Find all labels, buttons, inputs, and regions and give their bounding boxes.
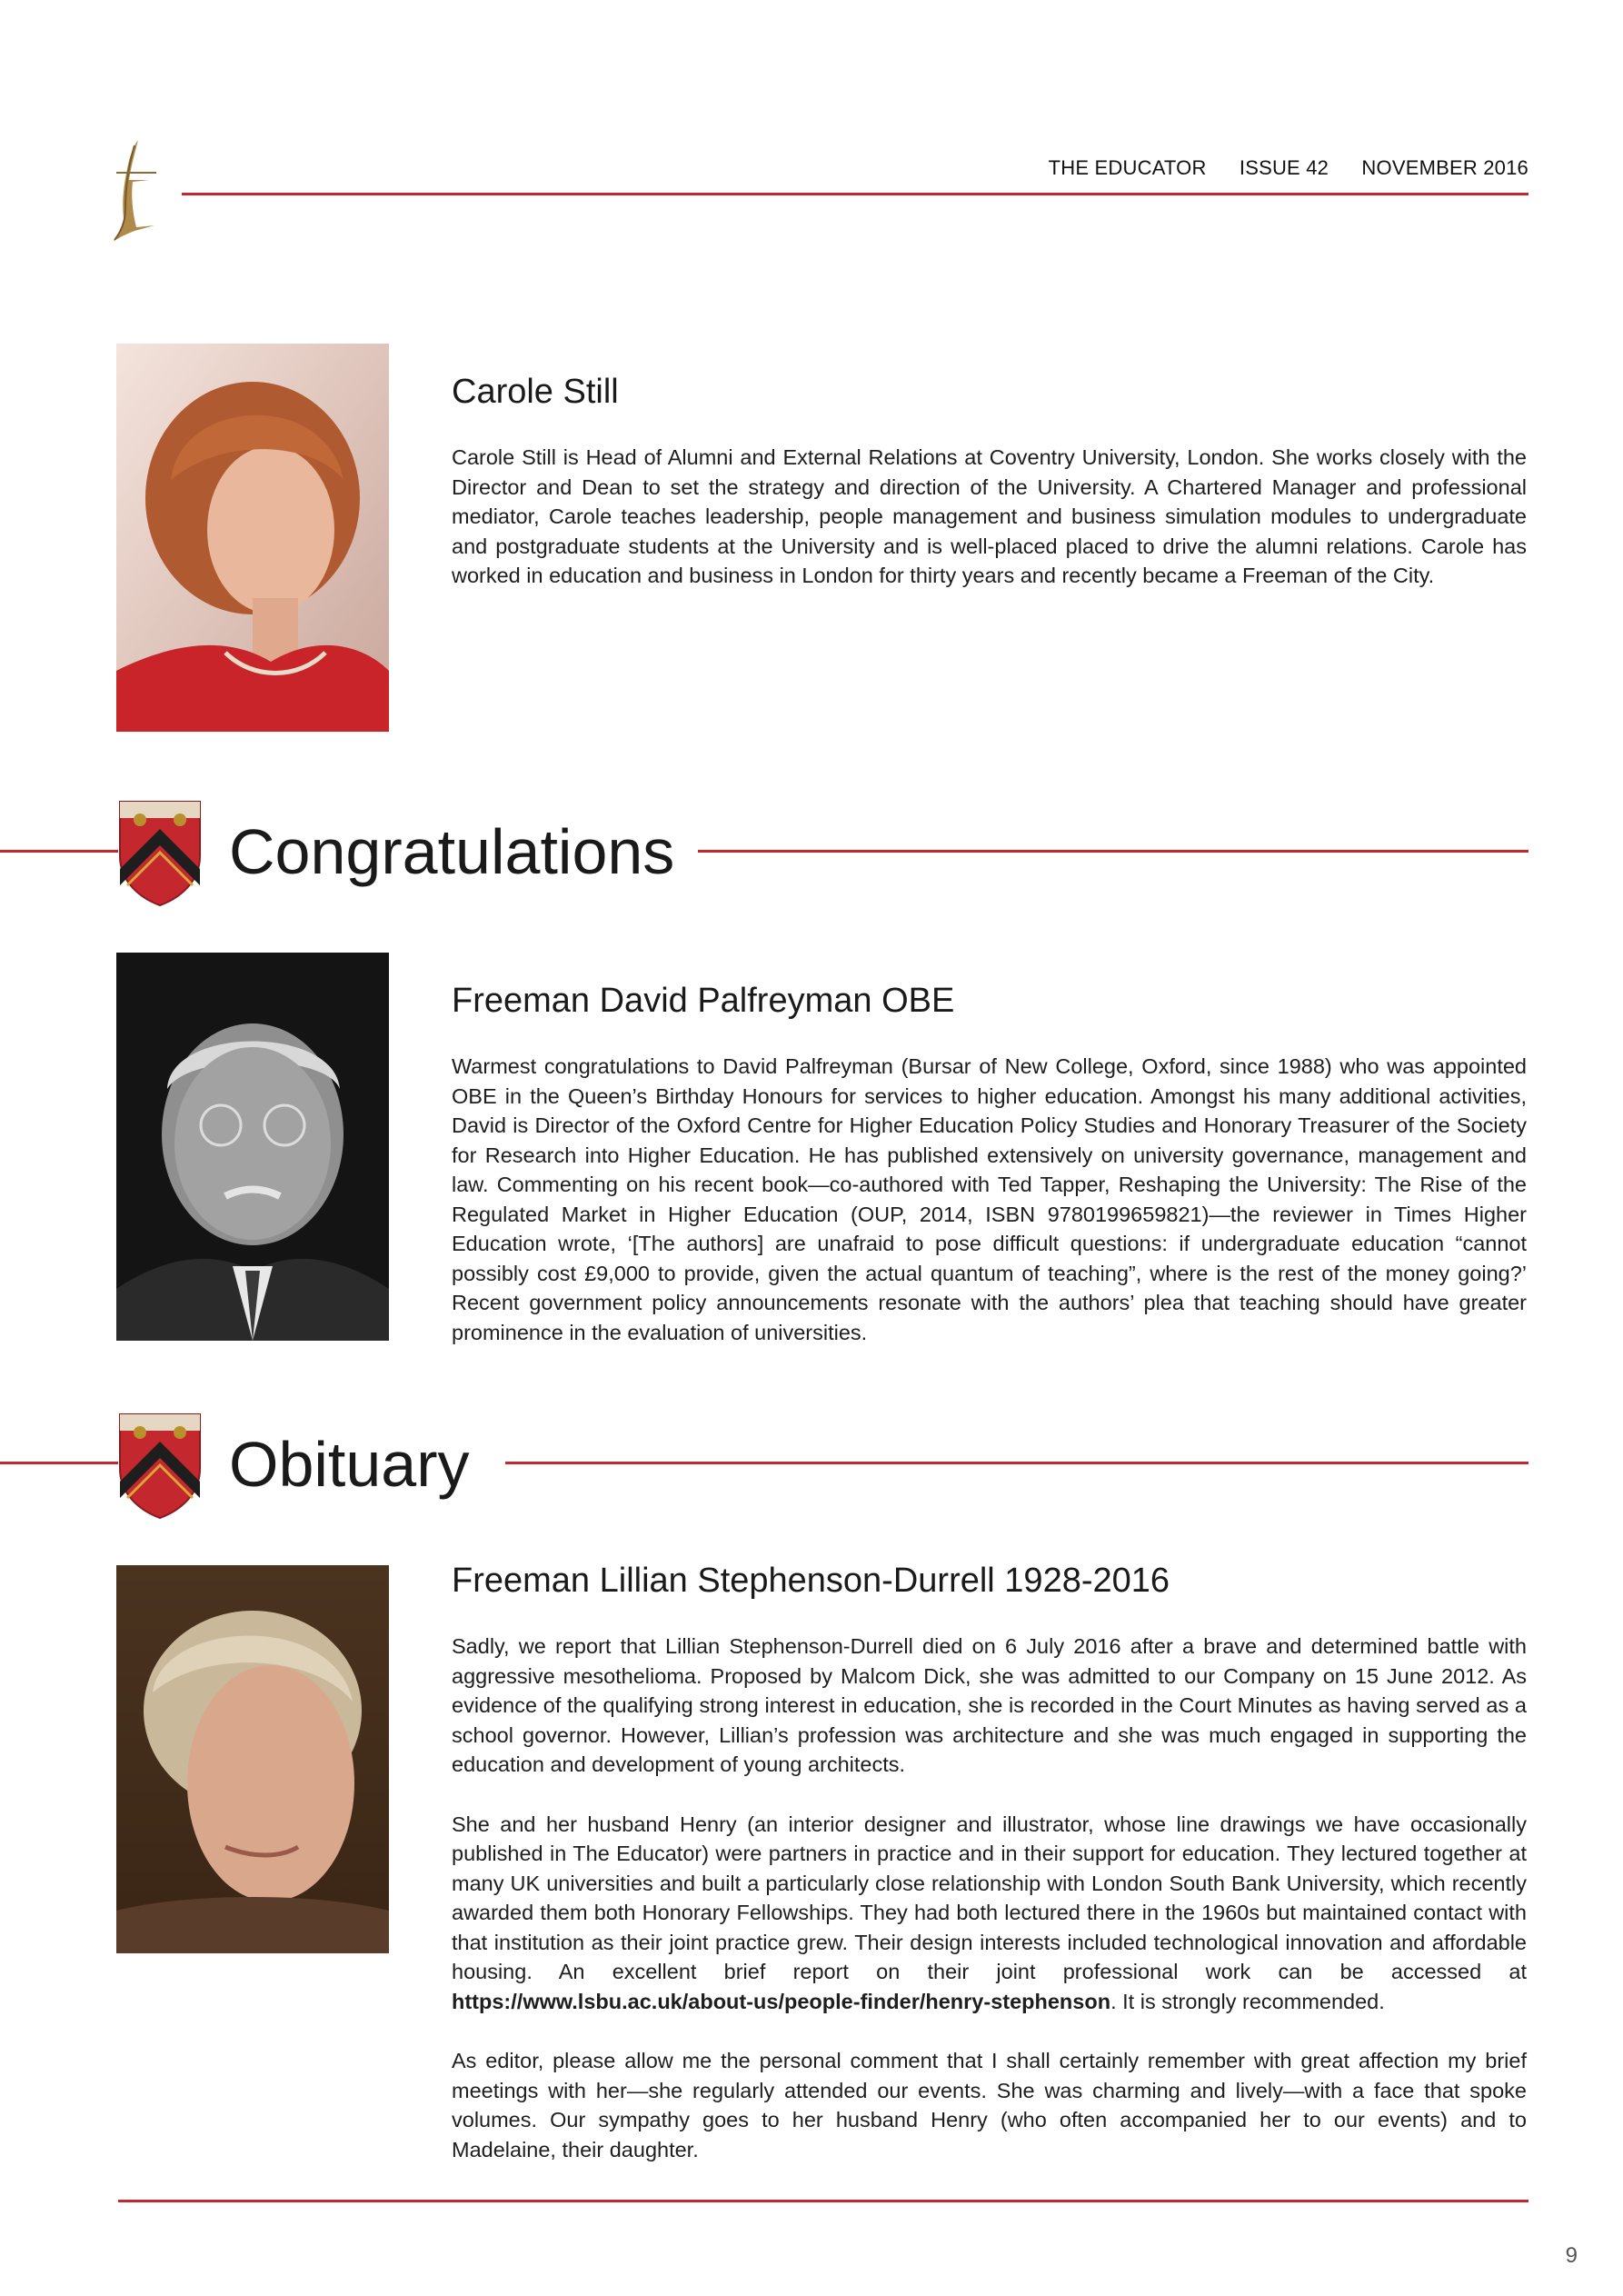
person-bio: Warmest congratulations to David Palfreyman (Bursar of New College, Oxford, since 1988) who was appointed OBE in the Queen’s Birthday Honours for services to higher education. Amongst his many additional activities, David is Director of the Oxford Centre for Higher Education Policy Studies and Honorary Treasurer of the Society for Research into Higher Education. He has published extensively on university governance, management and law. Commenting on his recent book—co-authored with Ted Tapper, Reshaping the University: The Rise of the Regulated Market in Higher Education (OUP, 2014, ISBN 9780199659821)—the reviewer in Times Higher Education wrote, ‘[The authors] are unafraid to pose difficult questions: if undergraduate education “cannot possibly cost £9,000 to provide, given the actual quantum of teaching”, where is the rest of the money going?’ Recent government policy announcements resonate with the authors’ plea that teaching should have greater prominence in the evaluation of universities.	[452, 1054, 1527, 1344]
header-divider	[182, 193, 1528, 195]
footer-divider	[118, 2200, 1528, 2202]
lillian-stephenson-durrell-obituary	[452, 1562, 1527, 2164]
person-name: Carole Still	[452, 373, 619, 411]
obituary-paragraph-1: Sadly, we report that Lillian Stephenson-Durrell died on 6 July 2016 after a brave and determined battle with aggressive mesothelioma. Proposed by Malcom Dick, she was admitted to our Company on 15 June 2012. As evidence of the qualifying strong interest in education, she is recorded in the Court Minutes as having served as a school governor. However, Lillian’s profession was architecture and she was much engaged in supporting the education and development of young architects.	[452, 1634, 1527, 1776]
issue-number: ISSUE 42	[1239, 156, 1329, 179]
section-title-congratulations: Congratulations	[229, 816, 675, 887]
issue-date: NOVEMBER 2016	[1361, 156, 1528, 179]
david-palfreyman-profile	[452, 982, 1527, 1347]
carole-still-photo	[116, 344, 389, 732]
obituary-paragraph-3: As editor, please allow me the personal comment that I shall certainly remember with great affection my brief meetings with her—she regularly attended our events. She was charming and lively—with a face that spoke volumes. Our sympathy goes to her husband Henry (who often accompanied her to our events) and to Madelaine, their daughter.	[452, 2049, 1527, 2161]
section-rule-left	[0, 850, 118, 853]
lillian-stephenson-durrell-photo	[116, 1565, 389, 1953]
crest-icon	[116, 798, 204, 907]
educator-logo-icon	[107, 136, 164, 245]
paragraph-text: . It is strongly recommended.	[1110, 1989, 1385, 2013]
issue-header	[1021, 156, 1528, 180]
paragraph-text: She and her husband Henry (an interior designer and illustrator, whose line drawings we have occasionally published in The Educator) were partners in practice and in their support for education. They lectured together at many UK universities and built a particularly close relationship with London South Bank University, which recently awarded them both Honorary Fellowships. They had both lectured there in the 1960s but maintained contact with that institution as their joint practice grew. Their design interests included technological innovation and affordable housing. An excellent brief report on their joint professional work can be accessed at	[452, 1812, 1527, 1983]
section-rule-right	[698, 850, 1528, 853]
crest-icon	[116, 1411, 204, 1520]
section-rule-left	[0, 1462, 118, 1464]
section-title-obituary: Obituary	[229, 1429, 470, 1500]
lsbu-link[interactable]: https://www.lsbu.ac.uk/about-us/people-finder/henry-stephenson	[452, 1989, 1111, 2013]
david-palfreyman-photo	[116, 953, 389, 1341]
person-bio: Carole Still is Head of Alumni and External Relations at Coventry University, London. She works closely with the Director and Dean to set the strategy and direction of the University. A Chartered Manager and professional mediator, Carole teaches leadership, people management and business simulation modules to undergraduate and postgraduate students at the University and is well-placed placed to drive the alumni relations. Carole has worked in education and business in London for thirty years and recently became a Freeman of the City.	[452, 445, 1527, 587]
person-name: Freeman David Palfreyman OBE	[452, 982, 955, 1020]
section-rule-right	[505, 1462, 1528, 1464]
obituary-paragraph-2	[452, 1810, 1527, 2017]
publication-name: THE EDUCATOR	[1048, 156, 1207, 179]
carole-still-profile	[452, 373, 1527, 591]
person-name: Freeman Lillian Stephenson-Durrell 1928-2016	[452, 1562, 1170, 1600]
page-number: 9	[1565, 2243, 1578, 2268]
